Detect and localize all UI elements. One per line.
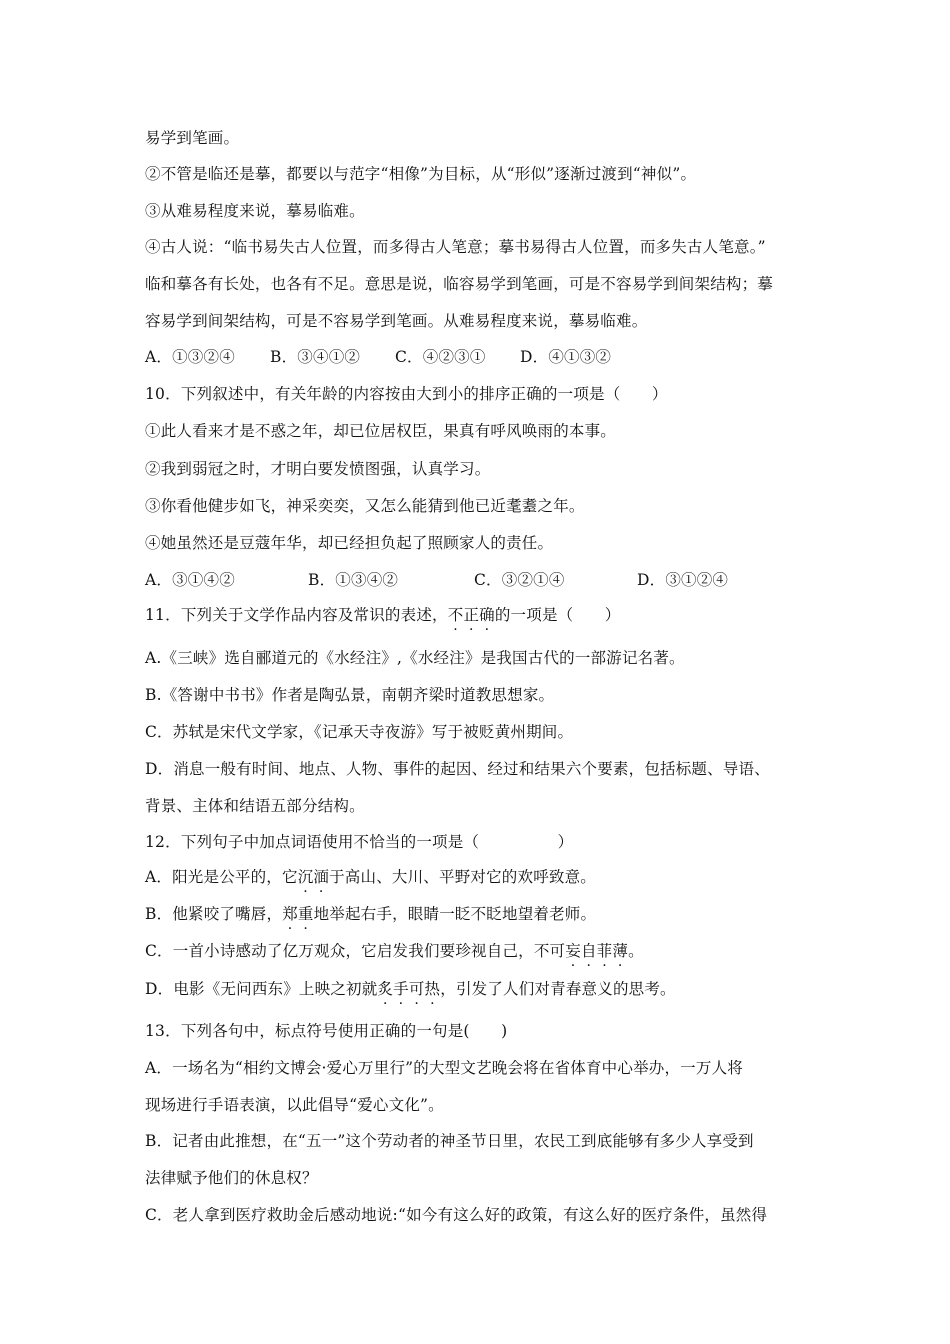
q12-a-suffix: 于高山、大川、平野对它的欢呼致意。 xyxy=(329,868,597,886)
q11-option-d-line2: 背景、主体和结语五部分结构。 xyxy=(145,797,365,815)
q12-c-prefix: C．一首小诗感动了亿万观众，它启发我们要珍视自己，不可 xyxy=(145,942,566,960)
q12-dotted-char: 郑 xyxy=(282,905,298,923)
q13-option-a-line1: A．一场名为“相约文博会·爱心万里行”的大型文艺晚会将在省体育中心举办，一万人将 xyxy=(145,1059,743,1077)
q12-a-prefix: A．阳光是公平的，它 xyxy=(145,868,298,886)
q12-d-prefix: D．电影《无问西东》上映之初就 xyxy=(145,980,378,998)
q11-option-c: C．苏轼是宋代文学家，《记承天寺夜游》写于被贬黄州期间。 xyxy=(145,723,574,741)
q11-option-a: A.《三峡》选自郦道元的《水经注》,《水经注》是我国古代的一部游记名著。 xyxy=(145,649,685,667)
q9-options xyxy=(145,346,611,368)
q11-stem xyxy=(145,604,620,626)
q9-statement-4-line3: 容易学到间架结构，可是不容易学到笔画。从难易程度来说，摹易临难。 xyxy=(145,312,648,330)
q12-dotted-char: 炙 xyxy=(377,980,394,998)
q11-dotted-char: 正 xyxy=(463,606,480,624)
q10-option-c: C．③②①④ xyxy=(474,571,565,589)
q10-stem: 10．下列叙述中，有关年龄的内容按由大到小的排序正确的一项是（ ） xyxy=(145,385,668,403)
q12-d-suffix: ，引发了人们对青春意义的思考。 xyxy=(440,980,676,998)
q12-dotted-char: 沉 xyxy=(297,868,314,886)
q9-option-b: B．③④①② xyxy=(270,348,361,366)
q9-option-d: D．④①③② xyxy=(520,348,612,366)
q13-option-a-line2: 现场进行手语表演，以此倡导“爱心文化”。 xyxy=(145,1096,444,1114)
q12-b-prefix: B．他紧咬了嘴唇， xyxy=(145,905,283,923)
q12-dotted-char: 薄 xyxy=(612,942,629,960)
q12-dotted-char: 妄 xyxy=(565,942,581,960)
q12-dotted-char: 重 xyxy=(297,905,314,923)
q11-option-d-line1: D．消息一般有时间、地点、人物、事件的起因、经过和结果六个要素，包括标题、导语、 xyxy=(145,760,770,778)
q12-dotted-char: 湎 xyxy=(313,868,330,886)
q10-statement-4: ④她虽然还是豆蔻年华，却已经担负起了照顾家人的责任。 xyxy=(145,534,554,552)
q12-option-a xyxy=(145,866,596,888)
q10-statement-2: ②我到弱冠之时，才明白要发愤图强，认真学习。 xyxy=(145,460,491,478)
q12-dotted-char: 热 xyxy=(424,980,441,998)
q12-option-c xyxy=(145,940,644,962)
q10-statement-1: ①此人看来才是不惑之年，却已位居权臣，果真有呼风唤雨的本事。 xyxy=(145,422,617,440)
q9-statement-4-line2: 临和摹各有长处，也各有不足。意思是说，临容易学到笔画，可是不容易学到间架结构；摹 xyxy=(145,275,774,293)
q11-stem-prefix: 11．下列关于文学作品内容及常识的表述， xyxy=(145,606,448,624)
q11-dotted-char: 不 xyxy=(447,606,464,624)
q12-b-suffix: 地举起右手，眼睛一眨不眨地望着老师。 xyxy=(313,905,597,923)
q12-option-d xyxy=(145,978,676,1000)
q12-dotted-char: 菲 xyxy=(596,942,613,960)
q12-dotted-char: 自 xyxy=(580,942,597,960)
q12-dotted-char: 手 xyxy=(393,980,409,998)
q13-stem: 13．下列各句中，标点符号使用正确的一句是( ) xyxy=(145,1022,508,1040)
q12-option-b xyxy=(145,903,596,925)
q11-stem-suffix: 的一项是（ ） xyxy=(494,606,621,624)
q13-option-b-line2: 法律赋予他们的休息权？ xyxy=(145,1169,318,1187)
q10-statement-3: ③你看他健步如飞，神采奕奕，又怎么能猜到他已近耄耋之年。 xyxy=(145,497,585,515)
q10-option-d: D．③①②④ xyxy=(637,571,729,589)
q11-dotted-char: 确 xyxy=(479,606,495,624)
q13-option-c-line1: C．老人拿到医疗救助金后感动地说:“如今有这么好的政策，有这么好的医疗条件，虽然得 xyxy=(145,1206,768,1224)
q12-dotted-char: 可 xyxy=(408,980,425,998)
q13-option-b-line1: B．记者由此推想，在“五一”这个劳动者的神圣节日里，农民工到底能够有多少人享受到 xyxy=(145,1132,754,1150)
q9-statement-2: ②不管是临还是摹，都要以与范字“相像”为目标，从“形似”逐渐过渡到“神似”。 xyxy=(145,165,697,183)
q11-option-b: B.《答谢中书书》作者是陶弘景，南朝齐梁时道教思想家。 xyxy=(145,686,555,704)
q12-stem: 12．下列句子中加点词语使用不恰当的一项是（ ） xyxy=(145,833,574,851)
q10-options xyxy=(145,569,728,591)
q9-option-a: A．①③②④ xyxy=(145,348,235,366)
q12-c-suffix: 。 xyxy=(628,942,644,960)
q9-continuation: 易学到笔画。 xyxy=(145,129,240,147)
q9-statement-4-line1: ④古人说：“临书易失古人位置，而多得古人笔意；摹书易得古人位置，而多失古人笔意。” xyxy=(145,238,766,256)
q10-option-a: A．③①④② xyxy=(145,571,235,589)
q10-option-b: B．①③④② xyxy=(308,571,399,589)
q9-statement-3: ③从难易程度来说，摹易临难。 xyxy=(145,202,365,220)
q9-option-c: C．④②③① xyxy=(395,348,486,366)
